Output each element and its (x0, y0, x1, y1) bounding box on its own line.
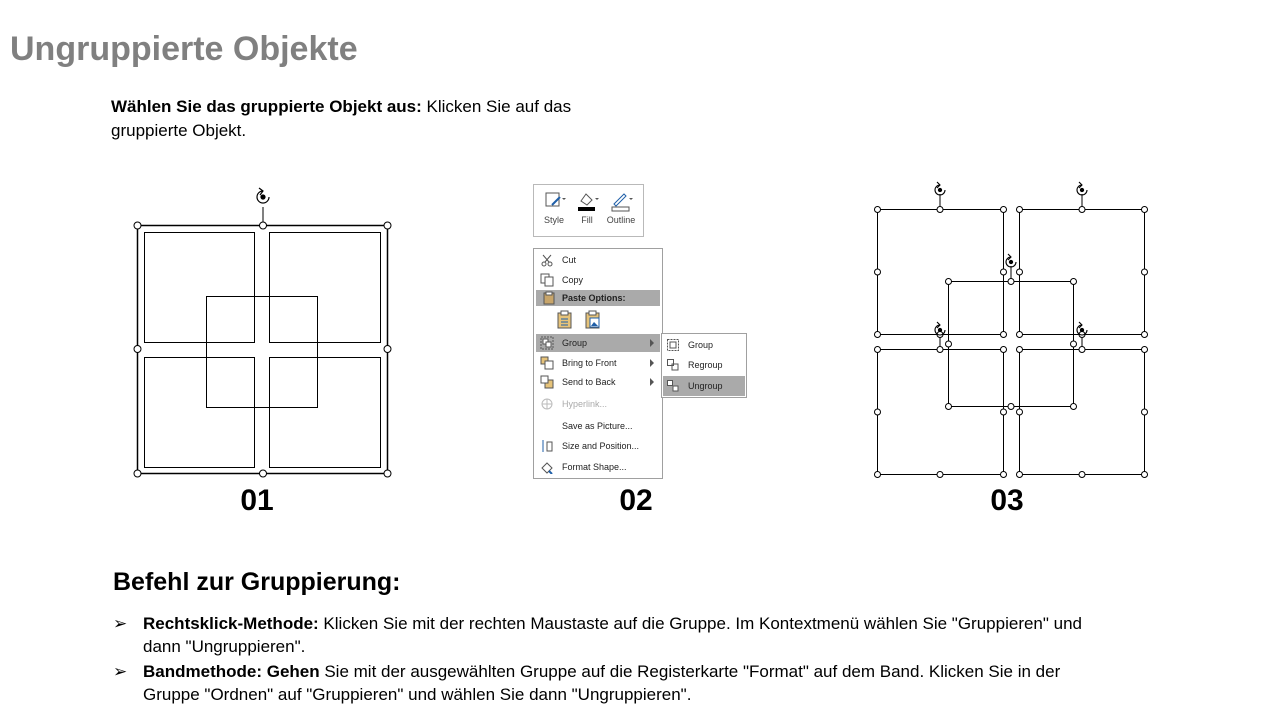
menu-item-group[interactable]: Group (536, 334, 660, 352)
group-submenu (661, 333, 747, 398)
intro-bold: Wählen Sie das gruppierte Objekt aus: (111, 97, 422, 116)
bullet-list (113, 612, 1113, 708)
group-icon (540, 336, 554, 350)
hyperlink-icon (540, 397, 554, 411)
menu-item-save-picture[interactable]: Save as Picture... (562, 421, 633, 431)
submenu-item-group[interactable]: Group (663, 335, 745, 355)
menu-item-bring-front[interactable]: Bring to Front (536, 354, 660, 372)
ungroup-icon (667, 380, 679, 392)
shape-style-icon (540, 189, 568, 213)
regroup-icon (667, 359, 679, 371)
paste-icon (542, 291, 556, 305)
send-back-icon (540, 375, 554, 389)
size-position-icon (540, 439, 554, 453)
shape-outline-icon (607, 189, 635, 213)
outline-button[interactable]: Outline (604, 189, 638, 225)
list-item: ➢ Bandmethode: Gehen Sie mit der ausgewählten Gruppe auf die Registerkarte "Format" auf dem Band. Klicken Sie in der Gruppe "Ordnen" auf "Gruppieren" und wählen Sie dann "Ungruppieren". (113, 662, 1061, 704)
paste-options-header: Paste Options: (536, 290, 660, 306)
grouped-object-figure[interactable] (125, 185, 405, 485)
intro-rest: Klicken Sie auf das gruppierte Objekt. (111, 97, 572, 140)
submenu-arrow-icon (650, 378, 654, 386)
figure-label-01: 01 (240, 484, 274, 517)
paste-keep-format-icon[interactable] (556, 310, 574, 330)
fill-button[interactable]: Fill (570, 189, 604, 225)
group-icon (667, 339, 679, 351)
style-button[interactable]: Style (537, 189, 571, 225)
figure-label-02: 02 (619, 484, 653, 517)
submenu-item-regroup[interactable]: Regroup (663, 355, 745, 375)
menu-item-size-position[interactable]: Size and Position... (536, 437, 660, 455)
menu-item-send-back[interactable]: Send to Back (536, 373, 660, 391)
submenu-item-ungroup[interactable]: Ungroup (663, 376, 745, 396)
submenu-arrow-icon (650, 339, 654, 347)
format-shape-icon (540, 460, 554, 474)
mini-toolbar (533, 184, 644, 237)
figure-label-03: 03 (990, 484, 1024, 517)
arrow-bullet-icon: ➢ (113, 614, 128, 633)
rotate-handle-icon (935, 182, 1087, 335)
rotate-handle-icon (257, 188, 269, 203)
scissors-icon (540, 253, 554, 267)
page-title: Ungruppierte Objekte (10, 30, 358, 68)
menu-item-copy[interactable]: Copy (536, 271, 660, 289)
list-item: ➢ Rechtsklick-Methode: Klicken Sie mit der rechten Maustaste auf die Gruppe. Im Kontextmenü wählen Sie "Gruppieren" und dann "Ungruppieren". (113, 614, 1083, 656)
section-title: Befehl zur Gruppierung: (113, 568, 401, 596)
menu-item-hyperlink[interactable]: Hyperlink... (536, 395, 660, 413)
menu-item-cut[interactable]: Cut (536, 251, 660, 269)
menu-item-format-shape[interactable]: Format Shape... (536, 458, 660, 476)
intro-text (111, 95, 631, 143)
copy-icon (540, 273, 554, 287)
paste-picture-icon[interactable] (584, 310, 602, 330)
submenu-arrow-icon (650, 359, 654, 367)
context-menu (533, 248, 663, 479)
bring-front-icon (540, 356, 554, 370)
arrow-bullet-icon: ➢ (113, 662, 128, 681)
paint-bucket-icon (573, 189, 601, 213)
ungrouped-objects-figure[interactable] (868, 180, 1158, 485)
